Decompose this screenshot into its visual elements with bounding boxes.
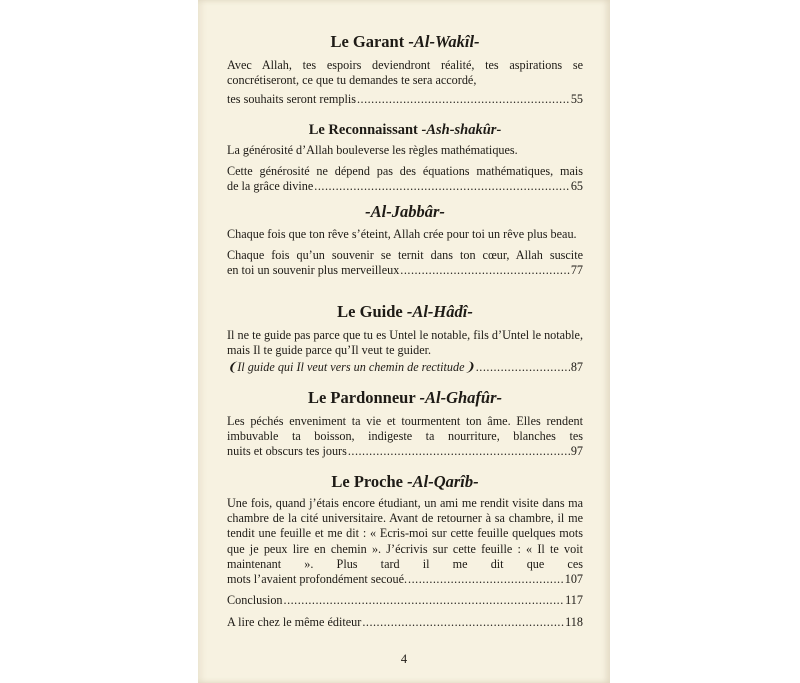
toc-entry[interactable]: [227, 572, 583, 587]
toc-section-al-jabbar: [227, 202, 583, 279]
section-heading: [227, 302, 583, 322]
leader-dots: [476, 360, 570, 375]
section-heading: [227, 472, 583, 492]
toc-entry-text: de la grâce divine: [227, 179, 314, 194]
toc-page-number: 118: [565, 615, 583, 630]
section-heading: [227, 32, 583, 52]
section-text: Les péchés enveniment ta vie et tourmentent ton âme. Elles rendent imbuvable ta boisson, indigeste ta nourriture, blanches tes: [227, 414, 583, 444]
toc-entry-text: mots l’avaient profondément secoué.: [227, 572, 408, 587]
toc-entry-text: nuits et obscurs tes jours: [227, 444, 347, 459]
heading-prefix: Le Proche: [331, 472, 408, 491]
page-number: 4: [400, 652, 408, 666]
toc-page-number: 117: [565, 593, 583, 608]
toc-entry-a-lire[interactable]: [227, 615, 583, 630]
section-text: Il ne te guide pas parce que tu es Untel le notable, fils d’Untel le notable, mais Il te guide parce qu’Il veut te guider.: [227, 328, 583, 358]
book-page: [198, 0, 610, 683]
toc-entry-conclusion[interactable]: [227, 593, 583, 608]
leader-dots: [284, 593, 565, 608]
toc-page-number: 97: [570, 444, 583, 459]
section-heading: [227, 388, 583, 408]
toc-entry[interactable]: [227, 263, 583, 278]
toc-section-al-qarib: [227, 472, 583, 631]
leader-dots: [362, 615, 564, 630]
toc-page-number: 55: [570, 92, 583, 107]
leader-dots: [357, 92, 570, 107]
heading-arabic-name: -Al-Jabbâr-: [365, 202, 445, 221]
toc-page-number: 77: [570, 263, 583, 278]
leader-dots: [408, 572, 564, 587]
leader-dots: [348, 444, 570, 459]
toc-entry[interactable]: [227, 444, 583, 459]
toc-section-al-hadi: [227, 302, 583, 376]
leader-dots: [314, 179, 570, 194]
toc-section-al-ghafur: [227, 388, 583, 460]
toc-page-number: 107: [564, 572, 583, 587]
heading-arabic-name: -Ash-shakûr-: [421, 122, 502, 138]
section-heading: [227, 120, 583, 140]
toc-section-ash-shakur: [227, 120, 583, 195]
section-text: Cette générosité ne dépend pas des équations mathématiques, mais: [227, 164, 583, 179]
section-text: Chaque fois qu’un souvenir se ternit dans ton cœur, Allah suscite: [227, 248, 583, 263]
toc-entry[interactable]: [227, 179, 583, 194]
toc-entry-text: ❨Il guide qui Il veut vers un chemin de rectitude❩: [227, 360, 475, 375]
section-heading: [227, 202, 583, 222]
toc-entry-text: A lire chez le même éditeur: [227, 615, 362, 630]
heading-arabic-name: -Al-Hâdî-: [406, 302, 473, 321]
heading-arabic-name: -Al-Wakîl-: [408, 32, 480, 51]
toc-entry[interactable]: [227, 360, 583, 375]
toc-entry-text: tes souhaits seront remplis: [227, 92, 356, 107]
toc-page-number: 87: [570, 360, 583, 375]
toc-page-number: 65: [570, 179, 583, 194]
section-text: Une fois, quand j’étais encore étudiant, un ami me rendit visite dans ma chambre de la cité universitaire. Avant de retourner à sa chambre, il me tendit une feuille et me dit : « Ecris-moi sur cette feuille quelques mots que je peux lire en chemin ». J’écrivis sur cette feuille : « Il te voit maintenant ». Plus tard il me dit que ces: [227, 496, 583, 571]
toc-entry-text: Conclusion: [227, 593, 283, 608]
section-text: La générosité d’Allah bouleverse les règles mathématiques.: [227, 143, 518, 157]
toc-entry[interactable]: [227, 92, 583, 107]
section-text: Chaque fois que ton rêve s’éteint, Allah crée pour toi un rêve plus beau.: [227, 227, 577, 241]
heading-arabic-name: -Al-Qarîb-: [407, 472, 479, 491]
heading-prefix: Le Reconnaissant: [308, 122, 422, 138]
toc-entry-text: en toi un souvenir plus merveilleux: [227, 263, 400, 278]
heading-prefix: Le Pardonneur: [307, 388, 420, 407]
toc-section-al-wakil: [227, 32, 583, 108]
heading-prefix: Le Guide: [337, 302, 407, 321]
leader-dots: [400, 263, 570, 278]
heading-arabic-name: -Al-Ghafûr-: [419, 388, 503, 407]
heading-prefix: Le Garant: [330, 32, 409, 51]
section-text: Avec Allah, tes espoirs deviendront réalité, tes aspirations se concrétiseront, ce que tu demandes te sera accordé,: [227, 58, 583, 88]
